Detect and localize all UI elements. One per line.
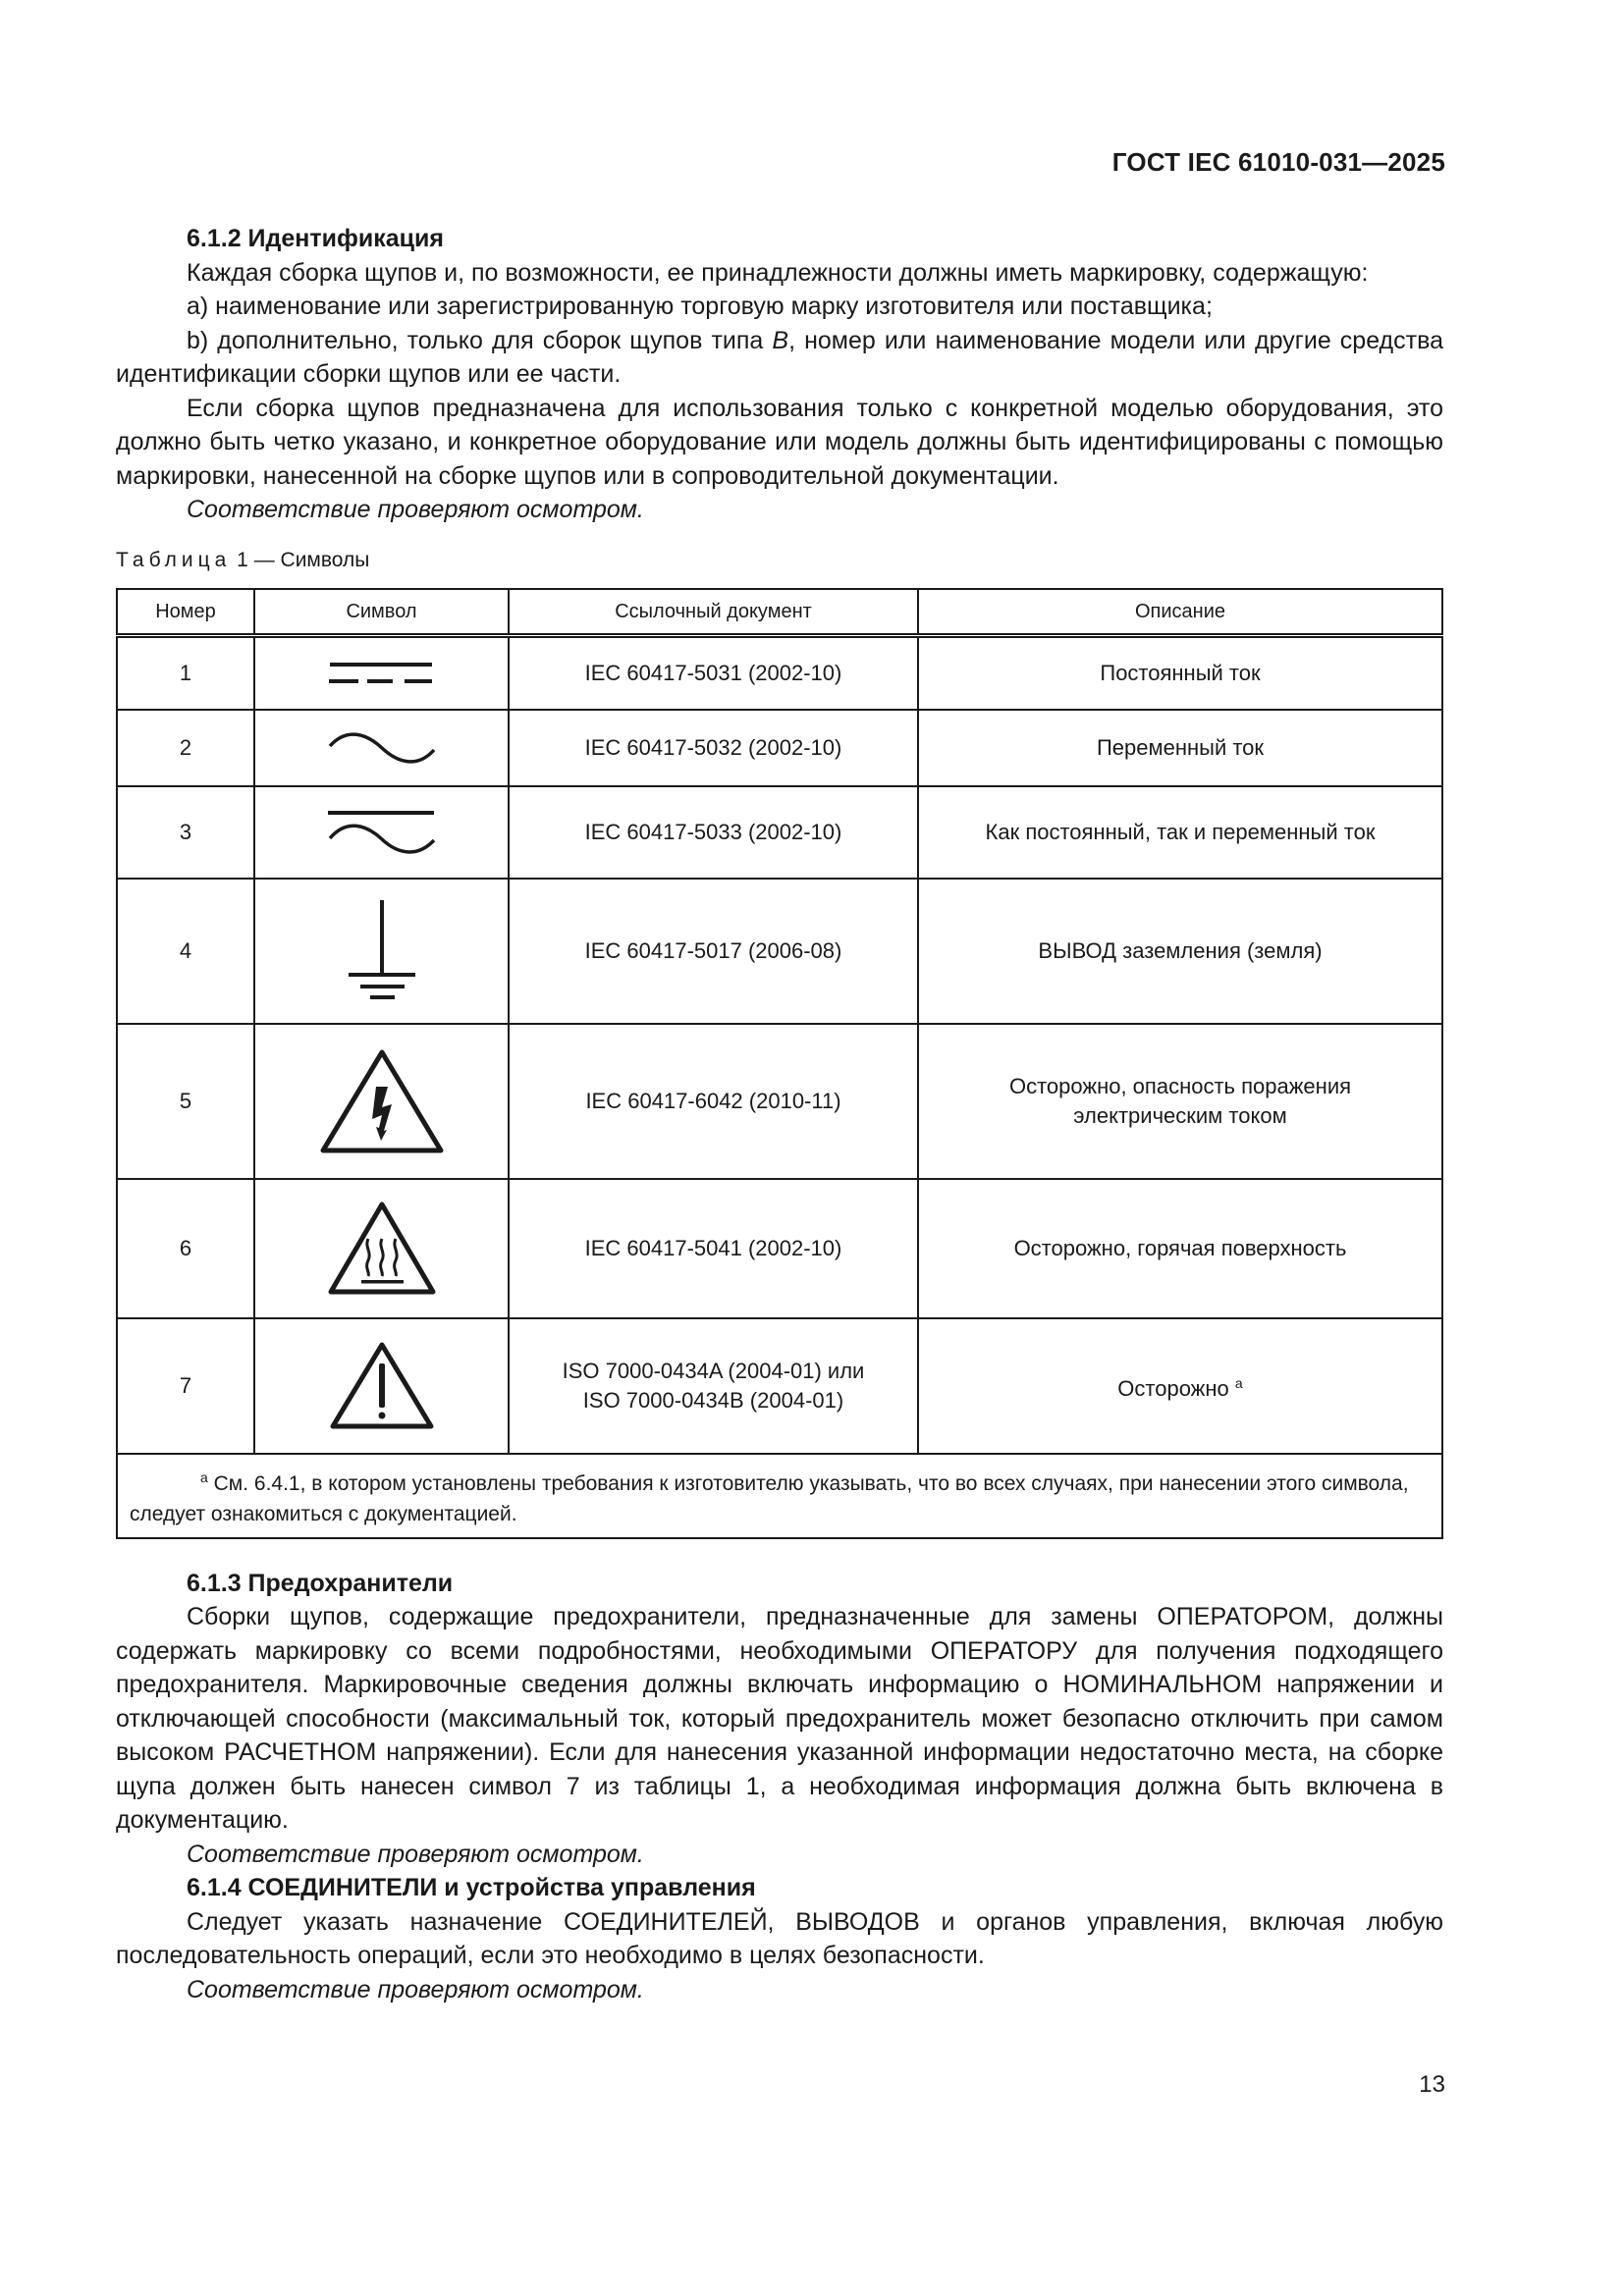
- table-footnote: $^a$ См. 6.4.1, в котором установлены требования к изготовителю указывать, что во всех случаях, при нанесении этого символа, следует ознакомиться с документацией.: [117, 1454, 1442, 1538]
- section-613-title: 6.1.3 Предохранители: [187, 1569, 454, 1597]
- section-614-body: Следует указать назначение СОЕДИНИТЕЛЕЙ, ВЫВОДОВ и органов управления, включая любую последовательность операций, если это необходимо в целях безопасности.: [116, 1907, 1443, 1969]
- table-row: 6 IEC 60417-5041 (2002-10) Осторожно, горячая поверхность: [117, 1179, 1442, 1318]
- table-caption: Таблица 1 — Символы: [116, 548, 370, 571]
- table-footnote-row: [117, 1454, 1442, 1538]
- table-row: 7 ISO 7000-0434A (2004-01) или ISO 7000-0434B (2004-01) Осторожно $^a$: [117, 1318, 1442, 1454]
- document-header: ГОСТ IEC 61010-031—2025: [1111, 147, 1445, 177]
- section-614-title: 6.1.4 СОЕДИНИТЕЛИ и устройства управления: [187, 1874, 756, 1901]
- table-row: 4 IEC 60417-5017 (2006-08) ВЫВОД заземления (земля): [117, 879, 1442, 1024]
- section-612-item-a: a) наименование или зарегистрированную торговую марку изготовителя или поставщика;: [187, 293, 1213, 320]
- description-cell: Осторожно, опасность поражения электрическим током: [918, 1024, 1442, 1179]
- section-613-compliance: Соответствие проверяют осмотром.: [187, 1840, 644, 1868]
- section-612-compliance: Соответствие проверяют осмотром.: [187, 496, 644, 523]
- earth-ground-icon: [347, 900, 417, 1002]
- section-612-item-b: b) дополнительно, только для сборок щупов типа B, номер или наименование модели или другие средства идентификации сборки щупов или ее части.: [116, 326, 1443, 388]
- ac-current-icon: [327, 731, 437, 765]
- col-header-symbol: Символ: [254, 589, 509, 636]
- table-header-row: [117, 589, 1442, 636]
- description-cell: Осторожно $^a$: [918, 1318, 1442, 1454]
- table-row: 2 IEC 60417-5032 (2002-10) Переменный ток: [117, 710, 1442, 786]
- caution-warning-icon: [329, 1342, 435, 1430]
- col-header-description: Описание: [918, 589, 1442, 636]
- reference-cell: ISO 7000-0434A (2004-01) или ISO 7000-0434B (2004-01): [509, 1318, 918, 1454]
- table-row: 3 IEC 60417-5033 (2002-10) Как постоянный, так и переменный ток: [117, 786, 1442, 879]
- hot-surface-warning-icon: [327, 1201, 437, 1296]
- section-613-body: Сборки щупов, содержащие предохранители, предназначенные для замены ОПЕРАТОРОМ, должны содержать маркировку со всеми подробностями, необходимыми ОПЕРАТОРУ для получения подходящего предохранителя. Маркировочные сведения должны включать информацию о НОМИНАЛЬНОМ напряжении и отключающей способности (максимальный ток, который предохранитель может безопасно отключить при самом высоком РАСЧЕТНОМ напряжении). Если для нанесения указанной информации недостаточно места, на сборке щупа должен быть нанесен символ 7 из таблицы 1, а необходимая информация должна быть включена в документацию.: [116, 1603, 1443, 1834]
- col-header-reference: Ссылочный документ: [509, 589, 918, 636]
- col-header-number: Номер: [117, 589, 254, 636]
- symbols-table: [116, 588, 1443, 1539]
- section-612-title: 6.1.2 Идентификация: [187, 225, 444, 252]
- section-612-intro: Каждая сборка щупов и, по возможности, ее принадлежности должны иметь маркировку, содержащую:: [187, 258, 1369, 287]
- table-row: 1 IEC 60417-5031 (2002-10) Постоянный ток: [117, 635, 1442, 710]
- ac-dc-current-icon: [327, 809, 437, 856]
- electric-shock-warning-icon: [319, 1048, 445, 1154]
- section-612-para2: Если сборка щупов предназначена для использования только с конкретной моделью оборудования, это должно быть четко указано, и конкретное оборудование или модель должны быть идентифицированы с помощью маркировки, нанесенной на сборке щупов или в сопроводительной документации.: [116, 394, 1443, 490]
- dc-current-icon: [328, 659, 436, 688]
- page-number: 13: [1419, 2071, 1445, 2098]
- table-row: 5 IEC 60417-6042 (2010-11) Осторожно, опасность поражения электрическим током: [117, 1024, 1442, 1179]
- section-614-compliance: Соответствие проверяют осмотром.: [187, 1975, 644, 2003]
- page-content: [116, 222, 1443, 2006]
